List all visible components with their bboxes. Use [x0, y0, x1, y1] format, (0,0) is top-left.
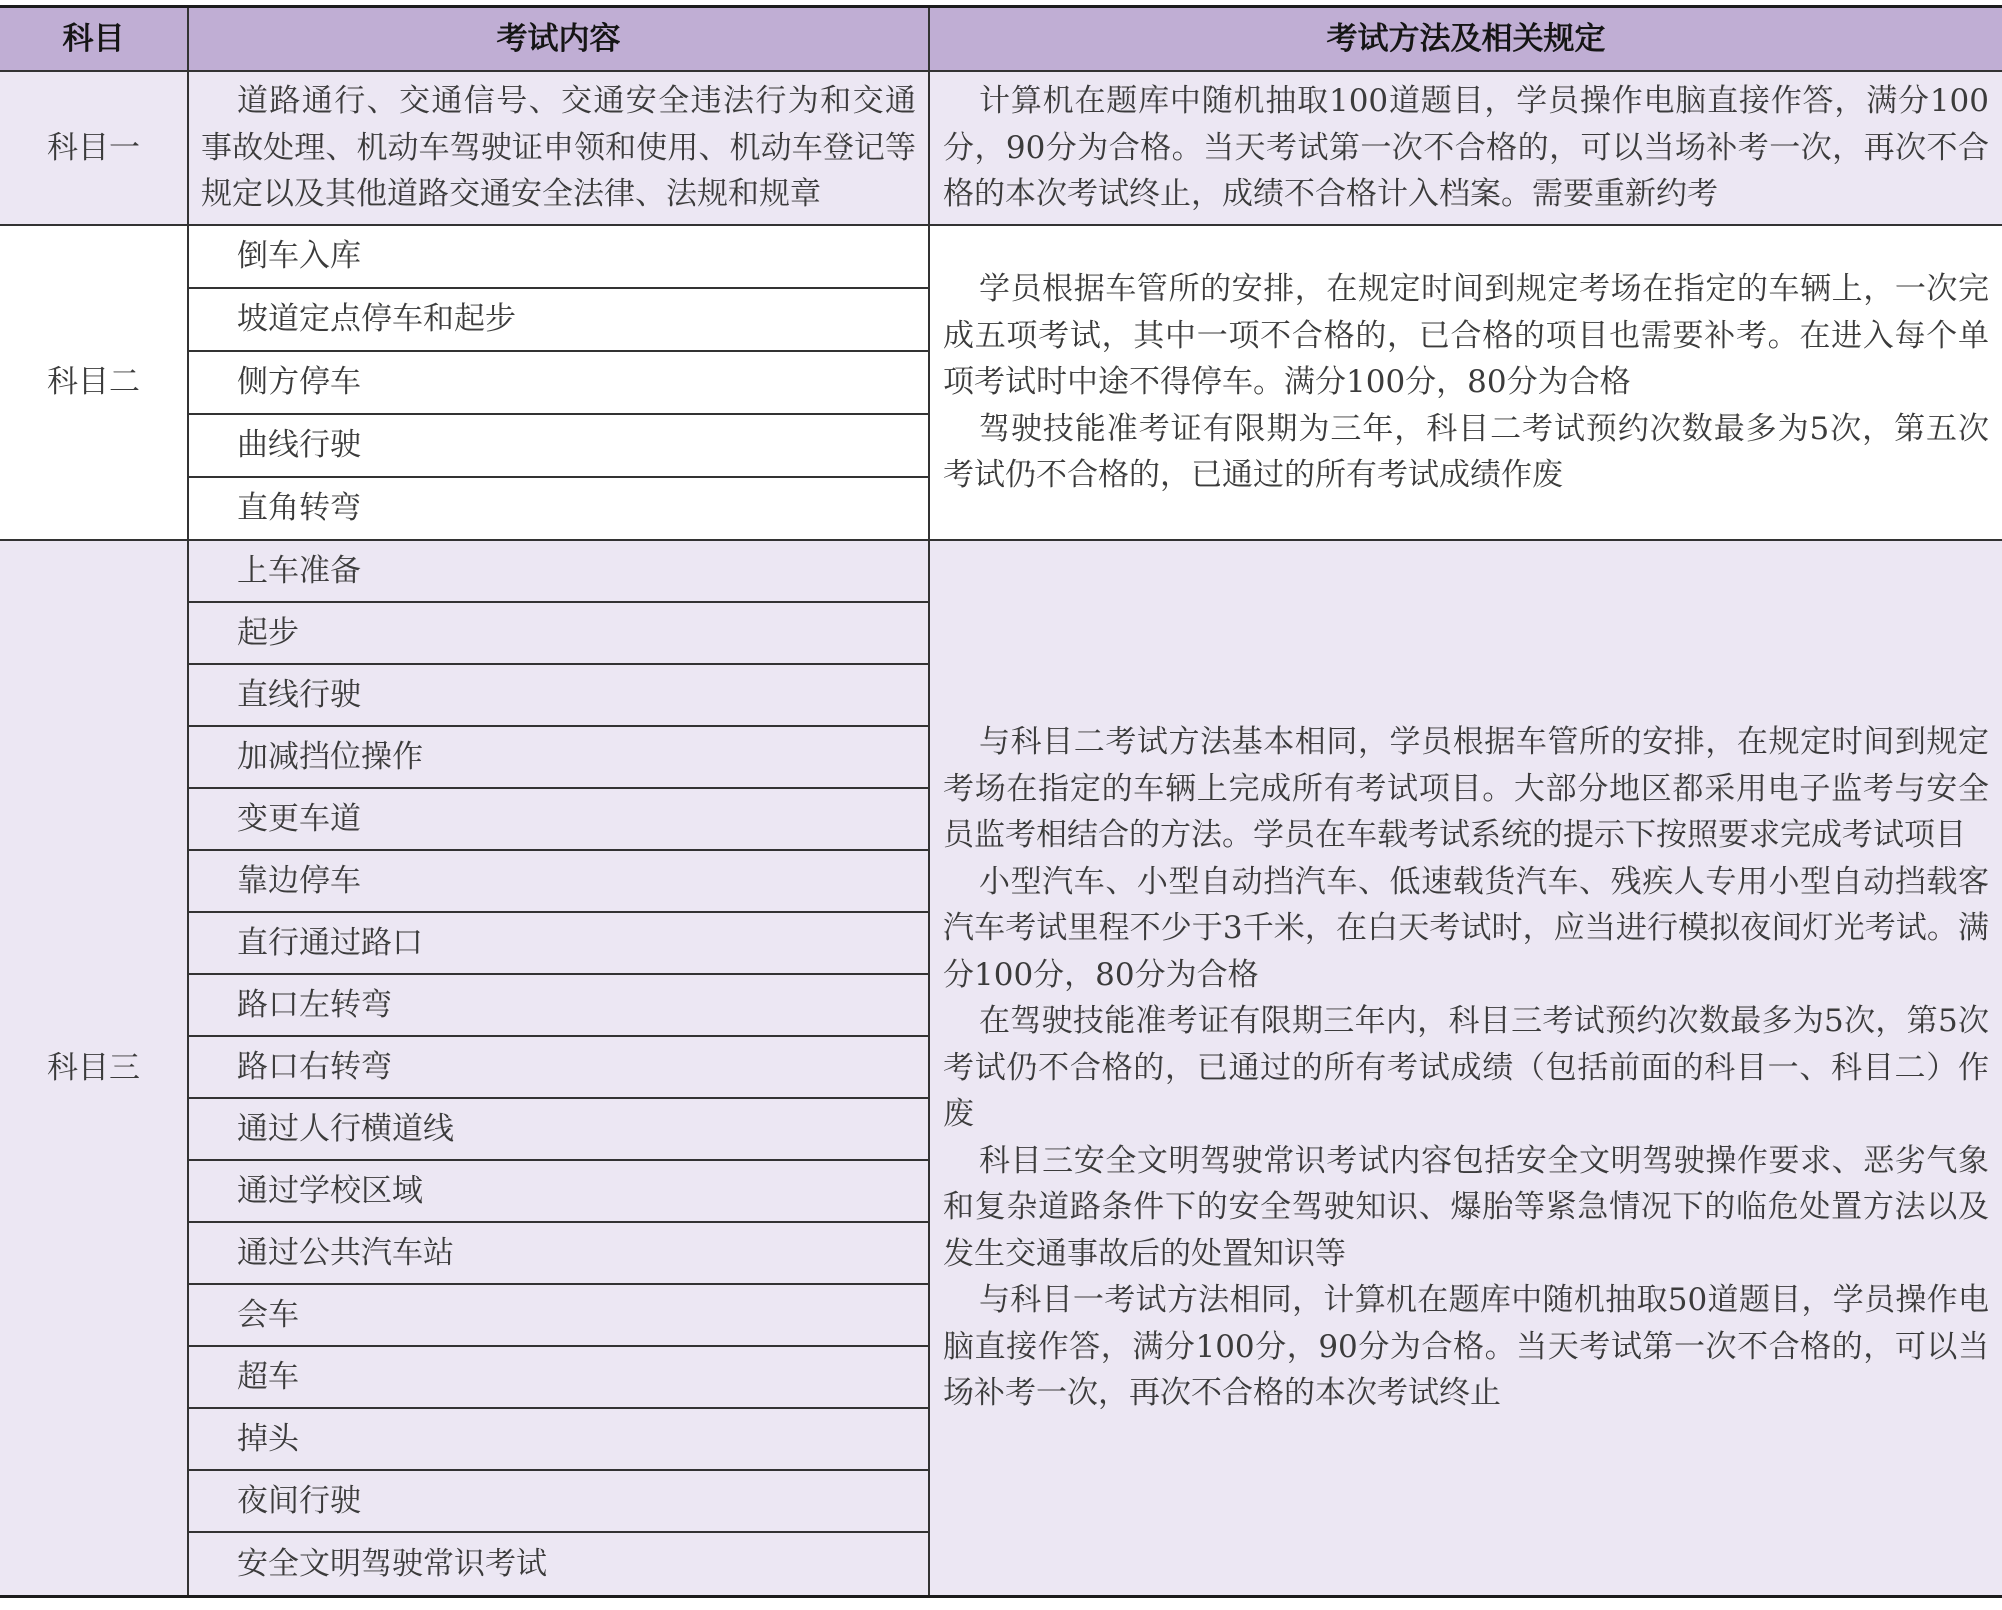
subject-3-content-item: 通过公共汽车站	[189, 1223, 930, 1285]
subject-3-content-item: 上车准备	[189, 541, 930, 603]
subject-1-method-block	[930, 78, 2002, 218]
subject-3-content-item: 直线行驶	[189, 665, 930, 727]
subject-3-content-item: 靠边停车	[189, 851, 930, 913]
subject-1-content-cell	[189, 72, 930, 226]
subject-2-content-item: 坡道定点停车和起步	[189, 289, 930, 352]
subject-3-content-item: 直行通过路口	[189, 913, 930, 975]
subject-3-content-item: 通过人行横道线	[189, 1099, 930, 1161]
subject-3-label: 科目三	[0, 541, 189, 1595]
subject-2-label: 科目二	[0, 226, 189, 541]
subject-3-content-item: 安全文明驾驶常识考试	[189, 1533, 930, 1595]
subject-2-content-item: 侧方停车	[189, 352, 930, 415]
subject-3-content-item: 路口左转弯	[189, 975, 930, 1037]
subject-1-content-text: 道路通行、交通信号、交通安全违法行为和交通事故处理、机动车驾驶证申领和使用、机动车登记等规定以及其他道路交通安全法律、法规和规章	[201, 83, 916, 213]
method-paragraph: 学员根据车管所的安排，在规定时间到规定考场在指定的车辆上，一次完成五项考试，其中一项不合格的，已合格的项目也需要补考。在进入每个单项考试时中途不得停车。满分100分，80分为合格	[943, 271, 1989, 401]
subject-1-content-block	[189, 78, 928, 218]
method-paragraph: 科目三安全文明驾驶常识考试内容包括安全文明驾驶操作要求、恶劣气象和复杂道路条件下的安全驾驶知识、爆胎等紧急情况下的临危处置方法以及发生交通事故后的处置知识等	[943, 1142, 1989, 1272]
subject-3-content-item: 会车	[189, 1285, 930, 1347]
subject-3-content-item: 超车	[189, 1347, 930, 1409]
method-paragraph: 与科目二考试方法基本相同，学员根据车管所的安排，在规定时间到规定考场在指定的车辆上完成所有考试项目。大部分地区都采用电子监考与安全员监考相结合的方法。学员在车载考试系统的提示下按照要求完成考试项目	[943, 724, 1989, 854]
header-subject: 科目	[0, 8, 189, 72]
subject-3-method-cell	[930, 541, 2002, 1595]
method-paragraph: 与科目一考试方法相同，计算机在题库中随机抽取50道题目，学员操作电脑直接作答，满分100分，90分为合格。当天考试第一次不合格的，可以当场补考一次，再次不合格的本次考试终止	[943, 1282, 1989, 1412]
subject-3-content-item: 通过学校区域	[189, 1161, 930, 1223]
subject-3-content-item: 加减挡位操作	[189, 727, 930, 789]
header-content: 考试内容	[189, 8, 930, 72]
method-paragraph: 驾驶技能准考证有限期为三年，科目二考试预约次数最多为5次，第五次考试仍不合格的，已通过的所有考试成绩作废	[943, 410, 1989, 494]
method-paragraph: 计算机在题库中随机抽取100道题目，学员操作电脑直接作答，满分100分，90分为合格。当天考试第一次不合格的，可以当场补考一次，再次不合格的本次考试终止，成绩不合格计入档案。需要重新约考	[943, 83, 1989, 213]
subject-3-method-block	[930, 719, 2002, 1417]
subject-3-content-item: 掉头	[189, 1409, 930, 1471]
subject-3-content-item: 夜间行驶	[189, 1471, 930, 1533]
exam-subjects-table	[0, 5, 2002, 1598]
subject-2-content-item: 直角转弯	[189, 478, 930, 541]
subject-2-content-item: 倒车入库	[189, 226, 930, 289]
subject-1-label: 科目一	[0, 72, 189, 226]
subject-3-content-item: 变更车道	[189, 789, 930, 851]
subject-3-content-item: 路口右转弯	[189, 1037, 930, 1099]
subject-3-content-item: 起步	[189, 603, 930, 665]
method-paragraph: 在驾驶技能准考证有限期三年内，科目三考试预约次数最多为5次，第5次考试仍不合格的，已通过的所有考试成绩（包括前面的科目一、科目二）作废	[943, 1003, 1989, 1133]
method-paragraph: 小型汽车、小型自动挡汽车、低速载货汽车、残疾人专用小型自动挡载客汽车考试里程不少于3千米，在白天考试时，应当进行模拟夜间灯光考试。满分100分，80分为合格	[943, 863, 1989, 993]
subject-2-content-item: 曲线行驶	[189, 415, 930, 478]
subject-1-method-cell	[930, 72, 2002, 226]
subject-2-method-block	[930, 266, 2002, 499]
header-method: 考试方法及相关规定	[930, 8, 2002, 72]
subject-2-method-cell	[930, 226, 2002, 541]
